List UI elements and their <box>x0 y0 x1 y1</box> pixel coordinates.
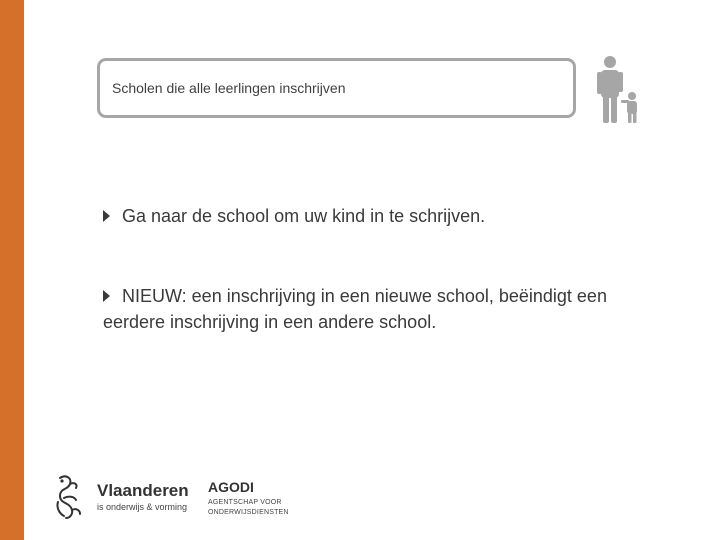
vlaanderen-logo-tagline: is onderwijs & vorming <box>97 502 188 512</box>
agodi-logo-line2: ONDERWIJSDIENSTEN <box>208 509 289 516</box>
agodi-logo-line1: AGENTSCHAP VOOR <box>208 499 282 506</box>
bullet-text: Ga naar de school om uw kind in te schrijven. <box>122 206 486 226</box>
agodi-logo-name: AGODI <box>208 479 254 495</box>
triangle-bullet-icon <box>103 290 110 302</box>
triangle-bullet-icon <box>103 210 110 222</box>
bullet-item <box>103 203 673 229</box>
bullet-text: NIEUW: een inschrijving in een nieuwe school, beëindigt een eerdere inschrijving in een andere school. <box>103 286 607 332</box>
flemish-lion-icon <box>52 472 86 520</box>
title-box <box>97 58 576 118</box>
bullet-item <box>103 283 673 335</box>
parent-child-icon <box>594 56 644 126</box>
vlaanderen-logo-name: Vlaanderen <box>97 481 189 500</box>
slide-title: Scholen die alle leerlingen inschrijven <box>112 80 346 96</box>
accent-side-bar <box>0 0 24 540</box>
